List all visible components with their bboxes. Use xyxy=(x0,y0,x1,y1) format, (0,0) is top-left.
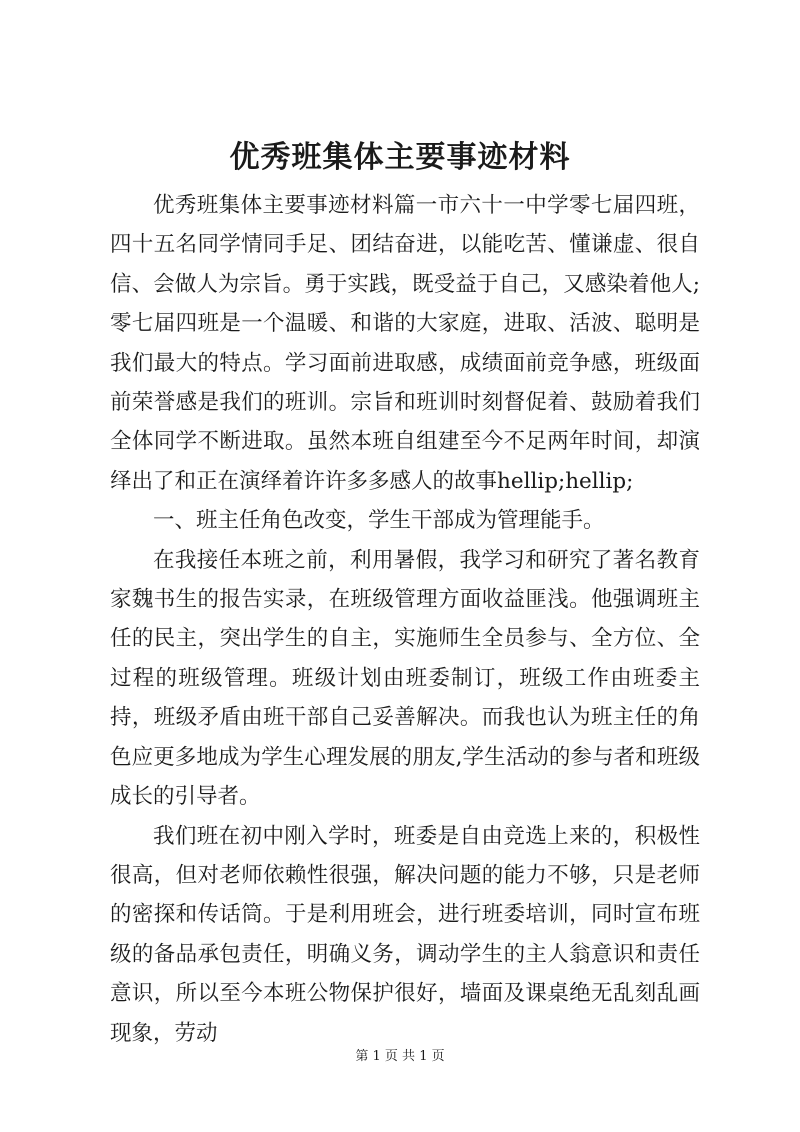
body-paragraph: 优秀班集体主要事迹材料篇一市六十一中学零七届四班，四十五名同学情同手足、团结奋进，以能吃苦、懂谦虚、很自信、会做人为宗旨。勇于实践，既受益于自己，又感染着他人;零七届四班是一个温暖、和谐的大家庭，进取、活波、聪明是我们最大的特点。学习面前进取感，成绩面前竞争感，班级面前荣誉感是我们的班训。宗旨和班训时刻督促着、鼓励着我们全体同学不断进取。虽然本班自组建至今不足两年时间，却演绎出了和正在演绎着许许多多感人的故事hellip;hellip; xyxy=(110,193,700,494)
page-footer: 第 1 页 共 1 页 xyxy=(355,1049,445,1064)
body-paragraph: 我们班在初中刚入学时，班委是自由竞选上来的，积极性很高，但对老师依赖性很强，解决问题的能力不够，只是老师的密探和传话筒。于是利用班会，进行班委培训，同时宣布班级的备品承包责任，明确义务，调动学生的主人翁意识和责任意识，所以至今本班公物保护很好，墙面及课桌绝无乱刻乱画现象，劳动 xyxy=(110,823,700,1046)
document-title: 优秀班集体主要事迹材料 xyxy=(229,140,571,175)
body-paragraph: 在我接任本班之前，利用暑假，我学习和研究了著名教育家魏书生的报告实录，在班级管理方面收益匪浅。他强调班主任的民主，突出学生的自主，实施师生全员参与、全方位、全过程的班级管理。班级计划由班委制订，班级工作由班委主持，班级矛盾由班干部自己妥善解决。而我也认为班主任的角色应更多地成为学生心理发展的朋友,学生活动的参与者和班级成长的引导者。 xyxy=(110,547,700,810)
document-body xyxy=(110,186,700,1053)
section-heading: 一、班主任角色改变，学生干部成为管理能手。 xyxy=(153,508,605,534)
